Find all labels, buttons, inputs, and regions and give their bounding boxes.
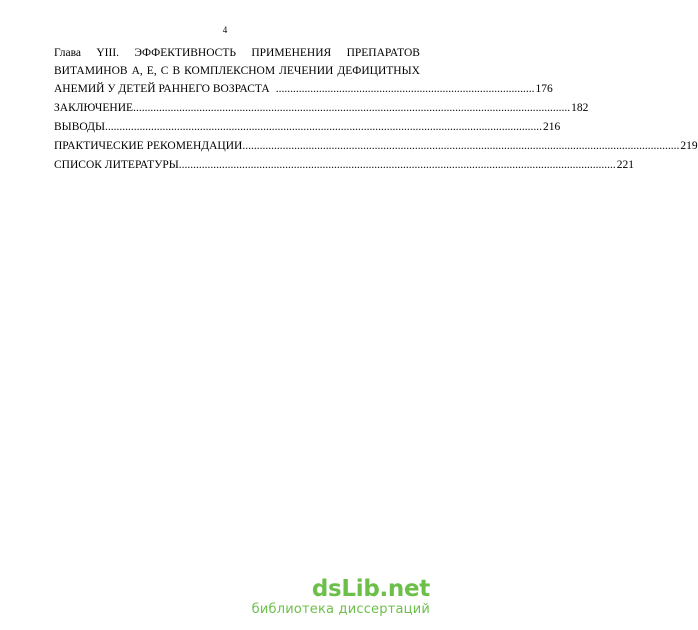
toc-entry-page: 216 bbox=[542, 121, 561, 133]
logo-part-net: .net bbox=[379, 576, 430, 602]
toc-entry-title: АНЕМИЙ У ДЕТЕЙ РАННЕГО ВОЗРАСТА bbox=[54, 83, 270, 95]
chapter-word: А, bbox=[131, 65, 143, 77]
toc-entry-conclusion[interactable] bbox=[54, 99, 589, 118]
toc-entry-recommendations[interactable] bbox=[54, 137, 698, 156]
chapter-word: ЭФФЕКТИВНОСТЬ bbox=[134, 47, 236, 59]
chapter-word: ПРИМЕНЕНИЯ bbox=[251, 47, 332, 59]
toc-entry-title: ЗАКЛЮЧЕНИЕ bbox=[54, 102, 134, 114]
chapter-word: Е, bbox=[146, 65, 157, 77]
toc-entry-page: 221 bbox=[616, 159, 635, 171]
toc-leader-dots: .......................................................................................... bbox=[275, 83, 535, 95]
chapter-title-line-1 bbox=[54, 44, 420, 62]
toc-entry-title: ВЫВОДЫ bbox=[54, 121, 105, 133]
toc-leader-dots: ........................................................................................................................................................ bbox=[242, 140, 680, 152]
dslib-logo bbox=[240, 577, 430, 601]
toc-leader-dots: ........................................................................................................................................................ bbox=[178, 159, 616, 171]
chapter-word: В bbox=[172, 65, 181, 77]
toc-entry-page: 219 bbox=[680, 140, 698, 152]
chapter-word: КОМПЛЕКСНОМ bbox=[184, 65, 276, 77]
chapter-word: YIII. bbox=[96, 47, 120, 59]
chapter-word: ВИТАМИНОВ bbox=[54, 65, 128, 77]
toc-leader-dots: ........................................................................................................................................................ bbox=[104, 121, 542, 133]
toc-leader-dots: ........................................................................................................................................................ bbox=[133, 102, 571, 114]
toc-entry-references[interactable] bbox=[54, 156, 635, 175]
toc-entry-chapter-8[interactable] bbox=[54, 80, 553, 99]
toc-entry-title: СПИСОК ЛИТЕРАТУРЫ bbox=[54, 159, 179, 171]
toc-entry-page: 176 bbox=[535, 83, 553, 95]
page-number: 4 bbox=[222, 25, 228, 35]
chapter-title-line-2 bbox=[54, 62, 420, 80]
logo-part-ds: ds bbox=[311, 576, 342, 602]
chapter-word: Глава bbox=[54, 47, 82, 59]
logo-part-lib: Lib bbox=[341, 576, 380, 602]
watermark-subtitle: библиотека диссертаций bbox=[251, 602, 430, 617]
toc-entry-findings[interactable] bbox=[54, 118, 561, 137]
table-of-contents bbox=[54, 44, 698, 175]
toc-entry-title: ПРАКТИЧЕСКИЕ РЕКОМЕНДАЦИИ bbox=[54, 140, 243, 152]
chapter-word: ДЕФИЦИТНЫХ bbox=[337, 65, 420, 77]
chapter-word: ПРЕПАРАТОВ bbox=[346, 47, 420, 59]
chapter-word: ЛЕЧЕНИИ bbox=[279, 65, 334, 77]
chapter-word: С bbox=[160, 65, 169, 77]
toc-entry-page: 182 bbox=[571, 102, 589, 114]
watermark[interactable] bbox=[240, 577, 430, 618]
